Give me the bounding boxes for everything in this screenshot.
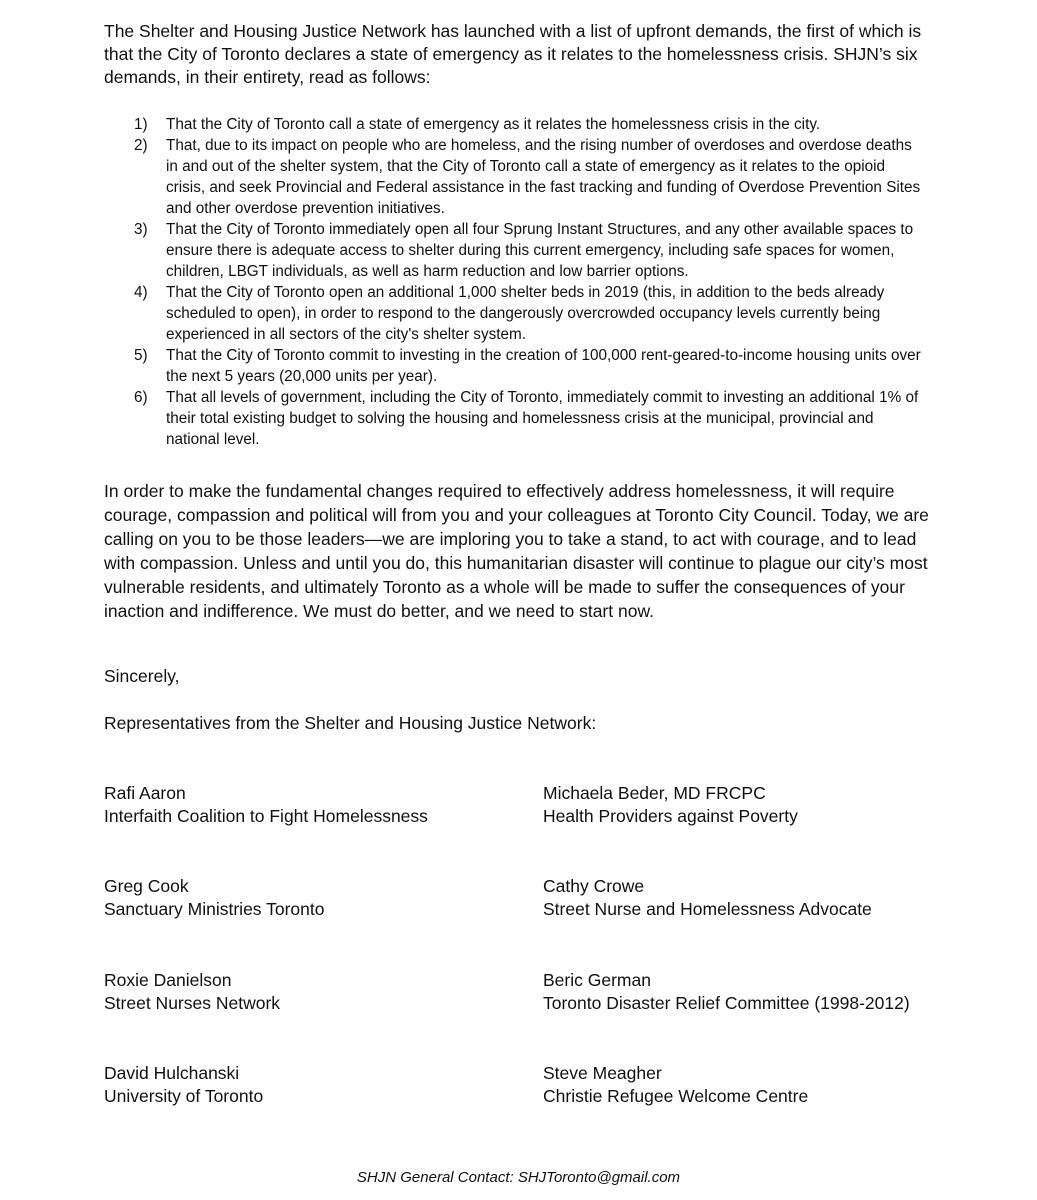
- intro-paragraph: The Shelter and Housing Justice Network has launched with a list of upfront demands, the first of which is that the City of Toronto declares a state of emergency as it relates to the homelessness crisis. SHJN’s six demands, in their entirety, read as follows:: [104, 21, 922, 87]
- representatives-intro: Representatives from the Shelter and Housing Justice Network:: [104, 713, 597, 733]
- signatory: [104, 875, 324, 921]
- demand-item: [134, 282, 924, 345]
- demand-item: [134, 114, 924, 135]
- signatory-org: Toronto Disaster Relief Committee (1998-2012): [543, 993, 910, 1013]
- signatory: [543, 875, 872, 921]
- signatory-org: Christie Refugee Welcome Centre: [543, 1086, 809, 1106]
- signatory-name: Cathy Crowe: [543, 876, 645, 896]
- signatory: [543, 969, 910, 1015]
- signatory: [104, 1062, 263, 1108]
- demand-item: [134, 387, 924, 450]
- signatory-name: David Hulchanski: [104, 1063, 240, 1083]
- closing-paragraph: In order to make the fundamental changes required to effectively address homelessness, it will require courage, compassion and political will from you and your colleagues at Toronto City Council. Today, we are calling on you to be those leaders—we are imploring you to take a stand, to act with courage, and to lead with compassion. Unless and until you do, this humanitarian disaster will continue to plague our city’s most vulnerable residents, and ultimately Toronto as a whole will be made to suffer the consequences of your inaction and indifference. We must do better, and we need to start now.: [104, 481, 929, 621]
- demand-number: 3): [134, 221, 148, 238]
- demand-text: That the City of Toronto commit to investing in the creation of 100,000 rent-geared-to-income housing units over the next 5 years (20,000 units per year).: [166, 347, 921, 385]
- signatory-org: Interfaith Coalition to Fight Homelessness: [104, 806, 428, 826]
- signatory-name: Greg Cook: [104, 876, 189, 896]
- demand-number: 6): [134, 389, 148, 406]
- demand-item: [134, 345, 924, 387]
- demand-number: 2): [134, 137, 148, 154]
- signatory-name: Steve Meagher: [543, 1063, 662, 1083]
- signatory-name: Roxie Danielson: [104, 970, 232, 990]
- signatory: [543, 782, 798, 828]
- signatory-org: Street Nurses Network: [104, 993, 281, 1013]
- demand-text: That all levels of government, including the City of Toronto, immediately commit to investing an additional 1% of their total existing budget to solving the housing and homelessness crisis at the municipal, provincial and national level.: [166, 389, 919, 448]
- signatory: [104, 782, 428, 828]
- demand-item: [134, 219, 924, 282]
- signatory: [104, 969, 280, 1015]
- demand-number: 4): [134, 284, 148, 301]
- signatory-org: Street Nurse and Homelessness Advocate: [543, 899, 872, 919]
- sign-off: Sincerely,: [104, 666, 180, 686]
- signatory-name: Michaela Beder, MD FRCPC: [543, 783, 766, 803]
- footer-contact: SHJN General Contact: SHJToronto@gmail.com: [356, 1169, 681, 1186]
- demand-item: [134, 135, 924, 219]
- signatory-org: Health Providers against Poverty: [543, 806, 798, 826]
- signatory-org: Sanctuary Ministries Toronto: [104, 899, 325, 919]
- signatory-name: Rafi Aaron: [104, 783, 186, 803]
- demand-text: That the City of Toronto call a state of emergency as it relates the homelessness crisis in the city.: [166, 116, 821, 133]
- signatory-org: University of Toronto: [104, 1086, 264, 1106]
- demand-number: 1): [134, 116, 148, 133]
- signatory-name: Beric German: [543, 970, 651, 990]
- demand-text: That the City of Toronto immediately open all four Sprung Instant Structures, and any other available spaces to ensure there is adequate access to shelter during this current emergency, including safe spaces for women, children, LBGT individuals, as well as harm reduction and low barrier options.: [166, 221, 914, 280]
- demand-number: 5): [134, 347, 148, 364]
- demands-list: [134, 114, 924, 450]
- demand-text: That, due to its impact on people who are homeless, and the rising number of overdoses and overdose deaths in and out of the shelter system, that the City of Toronto call a state of emergency as it relates to the opioid crisis, and seek Provincial and Federal assistance in the fast tracking and funding of Overdose Prevention Sites and other overdose prevention initiatives.: [166, 137, 921, 217]
- demand-text: That the City of Toronto open an additional 1,000 shelter beds in 2019 (this, in addition to the beds already scheduled to open), in order to respond to the dangerously overcrowded occupancy levels currently being experienced in all sectors of the city's shelter system.: [166, 284, 885, 343]
- signatory: [543, 1062, 808, 1108]
